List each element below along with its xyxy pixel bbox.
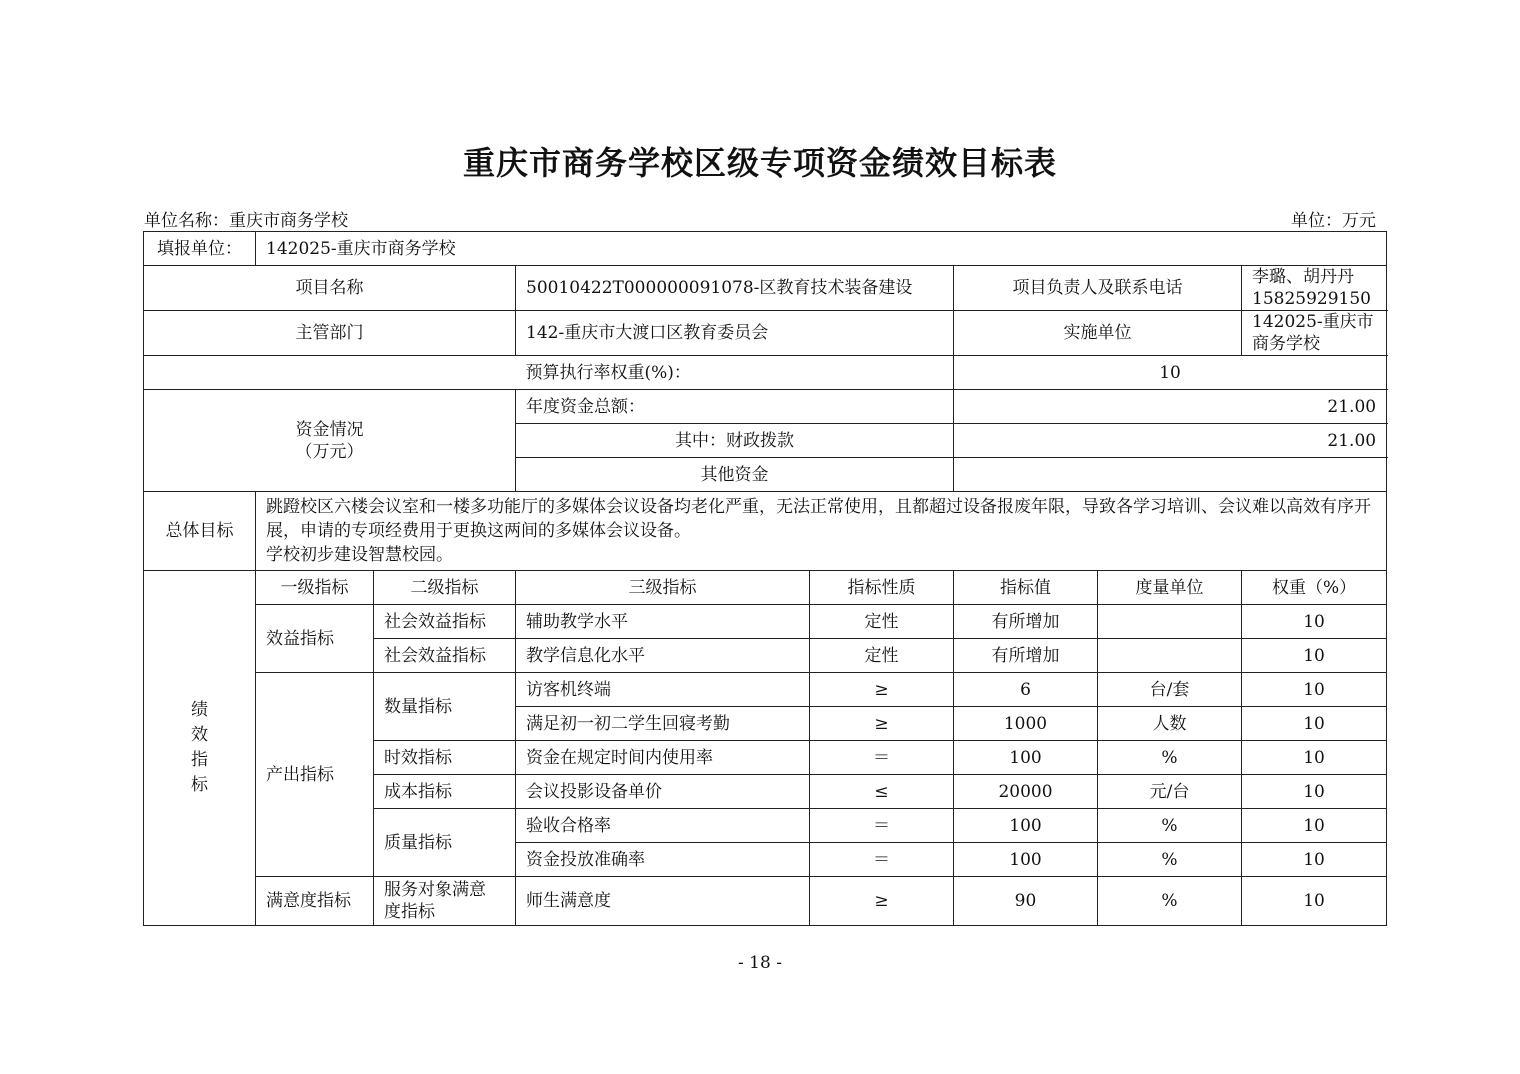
level2-service-line2: 度指标: [384, 902, 435, 922]
funds-label-line1: 资金情况: [295, 419, 364, 440]
contact-value: 李璐、胡丹丹 15825929150: [1242, 266, 1387, 311]
other-funds-value: [954, 458, 1387, 492]
indicator-name: 教学信息化水平: [516, 639, 810, 673]
performance-target-table: [143, 231, 1387, 926]
indicator-nature: ≤: [810, 775, 954, 809]
header-value: 指标值: [954, 571, 1098, 605]
funds-label-line2: （万元）: [295, 441, 364, 462]
perf-section-label: [144, 571, 256, 926]
indicator-weight: 10: [1242, 673, 1387, 707]
budget-weight-row: [144, 356, 1387, 390]
other-funds-label: 其他资金: [516, 458, 954, 492]
indicator-name: 会议投影设备单价: [516, 775, 810, 809]
indicator-nature: ＝: [810, 741, 954, 775]
page-number: - 18 -: [738, 953, 782, 973]
indicator-weight: 10: [1242, 707, 1387, 741]
header-level2: 二级指标: [374, 571, 516, 605]
level2-social: 社会效益指标: [374, 605, 516, 639]
header-level3: 三级指标: [516, 571, 810, 605]
indicator-name: 辅助教学水平: [516, 605, 810, 639]
indicator-unit: %: [1098, 843, 1242, 877]
header-nature: 指标性质: [810, 571, 954, 605]
level2-timeliness: 时效指标: [374, 741, 516, 775]
indicator-nature: ＝: [810, 809, 954, 843]
indicator-name: 访客机终端: [516, 673, 810, 707]
impl-label: 实施单位: [954, 311, 1242, 356]
indicator-value: 20000: [954, 775, 1098, 809]
indicator-nature: 定性: [810, 605, 954, 639]
indicator-weight: 10: [1242, 639, 1387, 673]
indicator-value: 100: [954, 809, 1098, 843]
indicator-weight: 10: [1242, 775, 1387, 809]
fill-unit-value: 142025-重庆市商务学校: [256, 232, 1387, 266]
indicator-unit: 元/台: [1098, 775, 1242, 809]
overall-goal-row: [144, 492, 1387, 571]
level2-quantity: 数量指标: [374, 673, 516, 741]
unit-measure: 单位：万元: [1291, 211, 1376, 231]
document-title: 重庆市商务学校区级专项资金绩效目标表: [462, 144, 1057, 182]
level1-satisfaction: 满意度指标: [256, 877, 374, 926]
fill-unit-row: [144, 232, 1387, 266]
level1-benefit: 效益指标: [256, 605, 374, 673]
indicator-name: 资金投放准确率: [516, 843, 810, 877]
overall-goal-text-2: 学校初步建设智慧校园。: [266, 545, 453, 565]
contact-label: 项目负责人及联系电话: [954, 266, 1242, 311]
header-unit: 度量单位: [1098, 571, 1242, 605]
project-name-label: 项目名称: [144, 266, 516, 311]
indicator-value: 6: [954, 673, 1098, 707]
level2-service-line1: 服务对象满意: [384, 880, 486, 900]
funds-label: [144, 390, 516, 492]
indicator-name: 资金在规定时间内使用率: [516, 741, 810, 775]
indicator-weight: 10: [1242, 843, 1387, 877]
table-row: [144, 605, 1387, 639]
fiscal-label: 其中：财政拨款: [516, 424, 954, 458]
indicator-value: 100: [954, 741, 1098, 775]
indicator-value: 90: [954, 877, 1098, 926]
indicator-value: 100: [954, 843, 1098, 877]
fill-unit-label: 填报单位：: [144, 232, 256, 266]
perf-header-row: [144, 571, 1387, 605]
indicator-unit: %: [1098, 741, 1242, 775]
perf-label-char: 绩: [191, 700, 208, 720]
budget-weight-label: 预算执行率权重(%)：: [516, 356, 954, 390]
annual-total-value: 21.00: [954, 390, 1387, 424]
indicator-name: 师生满意度: [516, 877, 810, 926]
indicator-unit: %: [1098, 877, 1242, 926]
indicator-weight: 10: [1242, 741, 1387, 775]
overall-goal-text-1: 跳蹬校区六楼会议室和一楼多功能厅的多媒体会议设备均老化严重，无法正常使用，且都超过设备报废年限，导致各学习培训、会议难以高效有序开展，申请的专项经费用于更换这两间的多媒体会议设备。: [266, 497, 1371, 541]
perf-label-char: 指: [191, 750, 208, 770]
table-row: [144, 673, 1387, 707]
indicator-nature: ≥: [810, 707, 954, 741]
indicator-nature: ＝: [810, 843, 954, 877]
indicator-value: 有所增加: [954, 639, 1098, 673]
perf-label-char: 效: [191, 725, 208, 745]
fiscal-value: 21.00: [954, 424, 1387, 458]
indicator-nature: ≥: [810, 673, 954, 707]
indicator-value: 有所增加: [954, 605, 1098, 639]
indicator-unit: [1098, 639, 1242, 673]
indicator-weight: 10: [1242, 877, 1387, 926]
indicator-nature: ≥: [810, 877, 954, 926]
overall-goal-content: [256, 492, 1387, 571]
dept-value: 142-重庆市大渡口区教育委员会: [516, 311, 954, 356]
header-weight: 权重（%）: [1242, 571, 1387, 605]
indicator-unit: 人数: [1098, 707, 1242, 741]
budget-weight-value: 10: [954, 356, 1387, 390]
indicator-nature: 定性: [810, 639, 954, 673]
indicator-weight: 10: [1242, 809, 1387, 843]
impl-value: 142025-重庆市商务学校: [1242, 311, 1387, 356]
indicator-weight: 10: [1242, 605, 1387, 639]
project-name-row: [144, 266, 1387, 311]
level2-service: [374, 877, 516, 926]
level2-social: 社会效益指标: [374, 639, 516, 673]
level2-quality: 质量指标: [374, 809, 516, 877]
indicator-name: 满足初一初二学生回寝考勤: [516, 707, 810, 741]
indicator-name: 验收合格率: [516, 809, 810, 843]
overall-goal-label: 总体目标: [144, 492, 256, 571]
level1-output: 产出指标: [256, 673, 374, 877]
indicator-value: 1000: [954, 707, 1098, 741]
dept-label: 主管部门: [144, 311, 516, 356]
annual-total-label: 年度资金总额：: [516, 390, 954, 424]
project-name-value: 50010422T000000091078-区教育技术装备建设: [516, 266, 954, 311]
dept-row: [144, 311, 1387, 356]
table-row: [144, 877, 1387, 926]
indicator-unit: %: [1098, 809, 1242, 843]
perf-label-char: 标: [191, 775, 208, 795]
indicator-unit: 台/套: [1098, 673, 1242, 707]
indicator-unit: [1098, 605, 1242, 639]
unit-name: 单位名称：重庆市商务学校: [144, 211, 348, 231]
level2-cost: 成本指标: [374, 775, 516, 809]
header-level1: 一级指标: [256, 571, 374, 605]
funds-total-row: [144, 390, 1387, 424]
